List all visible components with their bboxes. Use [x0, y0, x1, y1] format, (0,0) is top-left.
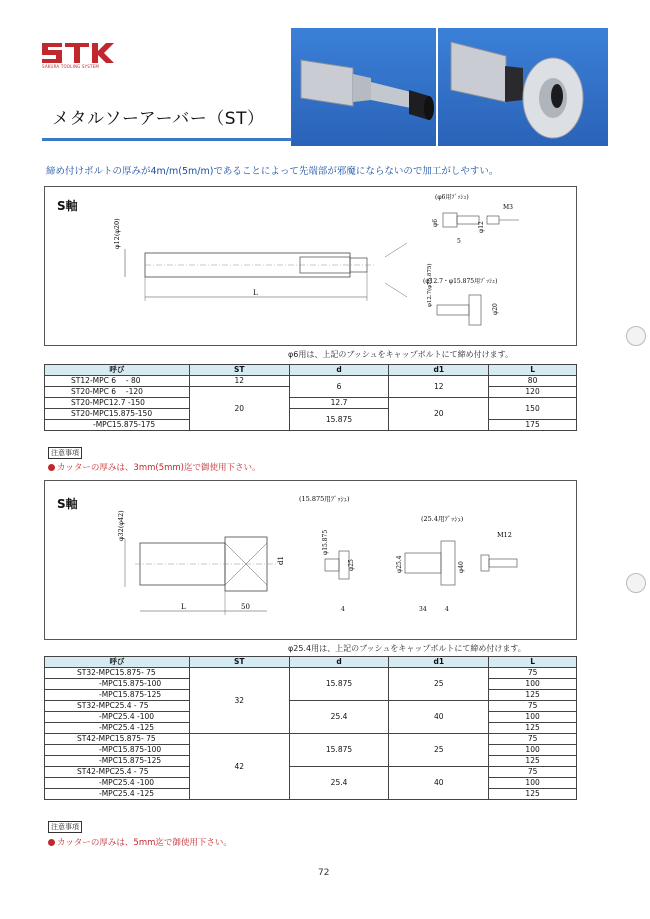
- section2-caution-label: 注意事項: [48, 821, 82, 833]
- s2-row-name: ST32-MPC25.4 - 75: [45, 701, 190, 712]
- section1-drawing: [45, 187, 578, 347]
- bush25-34: 34: [419, 606, 427, 613]
- s1-header-name: 呼び: [45, 365, 190, 376]
- s2-header-L: L: [489, 657, 577, 668]
- s2-row-name: -MPC15.875-100: [45, 679, 190, 690]
- arbor-photo: [291, 28, 608, 146]
- dim-d1-2: d1: [277, 556, 285, 565]
- bush25-4: 4: [445, 606, 449, 613]
- section1-caution: [48, 461, 261, 473]
- bush25-label: (25.4用ﾌﾞｯｼｭ): [421, 515, 464, 523]
- s2-row-name: -MPC25.4 -125: [45, 789, 190, 800]
- section2-caution: [48, 836, 232, 848]
- s2-st: 42: [189, 734, 289, 800]
- section2-caution-text: カッターの厚みは、5mm迄で御使用下さい。: [57, 838, 232, 848]
- dim-L-2: L: [181, 603, 186, 611]
- s2-L: 100: [489, 679, 577, 690]
- s2-header-name: 呼び: [45, 657, 190, 668]
- section2-note: φ25.4用は、上記のブッシュをキャップボルトにて締め付けます。: [288, 644, 526, 653]
- s2-st: 32: [189, 668, 289, 734]
- dim-d-main-2: φ32(φ42): [117, 510, 125, 541]
- bush6-label: (φ6用ﾌﾞｯｼｭ): [435, 194, 469, 201]
- s2-row-name: -MPC15.875-100: [45, 745, 190, 756]
- s2-row-name: ST42-MPC25.4 - 75: [45, 767, 190, 778]
- s2-L: 125: [489, 690, 577, 701]
- s2-row-name: -MPC25.4 -100: [45, 778, 190, 789]
- punch-hole-icon: [626, 326, 646, 346]
- product-photo-panel: [291, 28, 608, 146]
- section2-label: S軸: [57, 497, 78, 511]
- s2-L: 100: [489, 745, 577, 756]
- bush6-m: M3: [503, 204, 513, 211]
- s2-d1: 40: [389, 767, 489, 800]
- s2-L: 125: [489, 756, 577, 767]
- s2-d: 15.875: [289, 734, 389, 767]
- s2-header-d1: d1: [389, 657, 489, 668]
- bush6-d1: φ12: [478, 221, 485, 233]
- section1-table: [44, 364, 577, 431]
- s2-row-name: -MPC15.875-125: [45, 690, 190, 701]
- s2-L: 75: [489, 734, 577, 745]
- bush25-m: M12: [497, 531, 512, 539]
- s2-L: 75: [489, 701, 577, 712]
- section2-drawing-box: [44, 480, 577, 640]
- bullet-icon: [48, 464, 55, 471]
- title-underline: [42, 138, 292, 141]
- bush127-d: φ20: [492, 303, 499, 315]
- s2-L: 75: [489, 767, 577, 778]
- dim-d-main-1: φ12(φ20): [113, 218, 121, 249]
- bush25-40: φ40: [458, 561, 465, 573]
- s1-row-name: ST20-MPC 6 -120: [45, 387, 190, 398]
- logo-subtitle: SAKURA TOOLING SYSTEM: [42, 64, 100, 69]
- bush15-dim: φ15.875: [322, 529, 329, 555]
- s1-row-name: ST12-MPC 6 - 80: [45, 376, 190, 387]
- s1-header-d: d: [289, 365, 389, 376]
- s2-row-name: ST42-MPC15.875- 75: [45, 734, 190, 745]
- dim-50: 50: [241, 603, 250, 611]
- s1-st: 12: [189, 376, 289, 387]
- dim-L-1: L: [253, 289, 258, 297]
- s1-d: 6: [289, 376, 389, 398]
- s1-d1: 12: [389, 376, 489, 398]
- s2-L: 125: [489, 723, 577, 734]
- s2-d1: 25: [389, 734, 489, 767]
- s1-row-name: ST20-MPC15.875-150: [45, 409, 190, 420]
- bush127-dim: φ12.7(φ15.875): [427, 263, 433, 307]
- bush15-25: φ25: [348, 559, 355, 571]
- s2-d1: 40: [389, 701, 489, 734]
- s2-L: 100: [489, 712, 577, 723]
- s2-d1: 25: [389, 668, 489, 701]
- s2-L: 75: [489, 668, 577, 679]
- s2-row-name: -MPC15.875-125: [45, 756, 190, 767]
- section1-caution-text: カッターの厚みは、3mm(5mm)迄で御使用下さい。: [57, 463, 261, 473]
- s2-d: 25.4: [289, 701, 389, 734]
- bush6-len: 5: [457, 238, 461, 245]
- s1-header-st: ST: [189, 365, 289, 376]
- section2-drawing: [45, 481, 578, 641]
- s2-d: 25.4: [289, 767, 389, 800]
- section1-label: S軸: [57, 199, 78, 213]
- s2-L: 125: [489, 789, 577, 800]
- s1-L: 80: [489, 376, 577, 387]
- section2-table: [44, 656, 577, 800]
- section1-drawing-box: [44, 186, 577, 346]
- s2-header-st: ST: [189, 657, 289, 668]
- s1-row-name: ST20-MPC12.7 -150: [45, 398, 190, 409]
- bullet-icon: [48, 839, 55, 846]
- bush15-label: (15.875用ﾌﾞｯｼｭ): [299, 495, 350, 503]
- s1-header-L: L: [489, 365, 577, 376]
- s1-L: 120: [489, 387, 577, 398]
- page-number: 72: [318, 868, 330, 878]
- s1-row-name: -MPC15.875-175: [45, 420, 190, 431]
- s1-header-d1: d1: [389, 365, 489, 376]
- s1-d1: 20: [389, 398, 489, 431]
- s2-row-name: -MPC25.4 -100: [45, 712, 190, 723]
- s1-L: 175: [489, 420, 577, 431]
- s1-d: 12.7: [289, 398, 389, 409]
- s2-row-name: -MPC25.4 -125: [45, 723, 190, 734]
- bush15-4: 4: [341, 606, 345, 613]
- s1-d: 15.875: [289, 409, 389, 431]
- s2-d: 15.875: [289, 668, 389, 701]
- page-title: メタルソーアーバー（ST）: [52, 109, 265, 129]
- s2-row-name: ST32-MPC15.875- 75: [45, 668, 190, 679]
- s1-st: 20: [189, 387, 289, 431]
- s2-L: 100: [489, 778, 577, 789]
- s2-header-d: d: [289, 657, 389, 668]
- punch-hole-icon: [626, 573, 646, 593]
- section1-note: φ6用は、上記のブッシュをキャップボルトにて締め付けます。: [288, 350, 514, 359]
- section1-caution-label: 注意事項: [48, 447, 82, 459]
- bush6-dim: φ6: [432, 218, 439, 227]
- intro-text: 締め付けボルトの厚みが4m/m(5m/m)であることによって先端部が邪魔にならないので加工がしやすい。: [46, 166, 499, 177]
- photo-divider: [436, 28, 438, 146]
- bush127-label: (φ12.7・φ15.875用ﾌﾞｯｼｭ): [423, 278, 498, 285]
- bush25-dim: φ25.4: [396, 555, 403, 573]
- s1-L: 150: [489, 398, 577, 420]
